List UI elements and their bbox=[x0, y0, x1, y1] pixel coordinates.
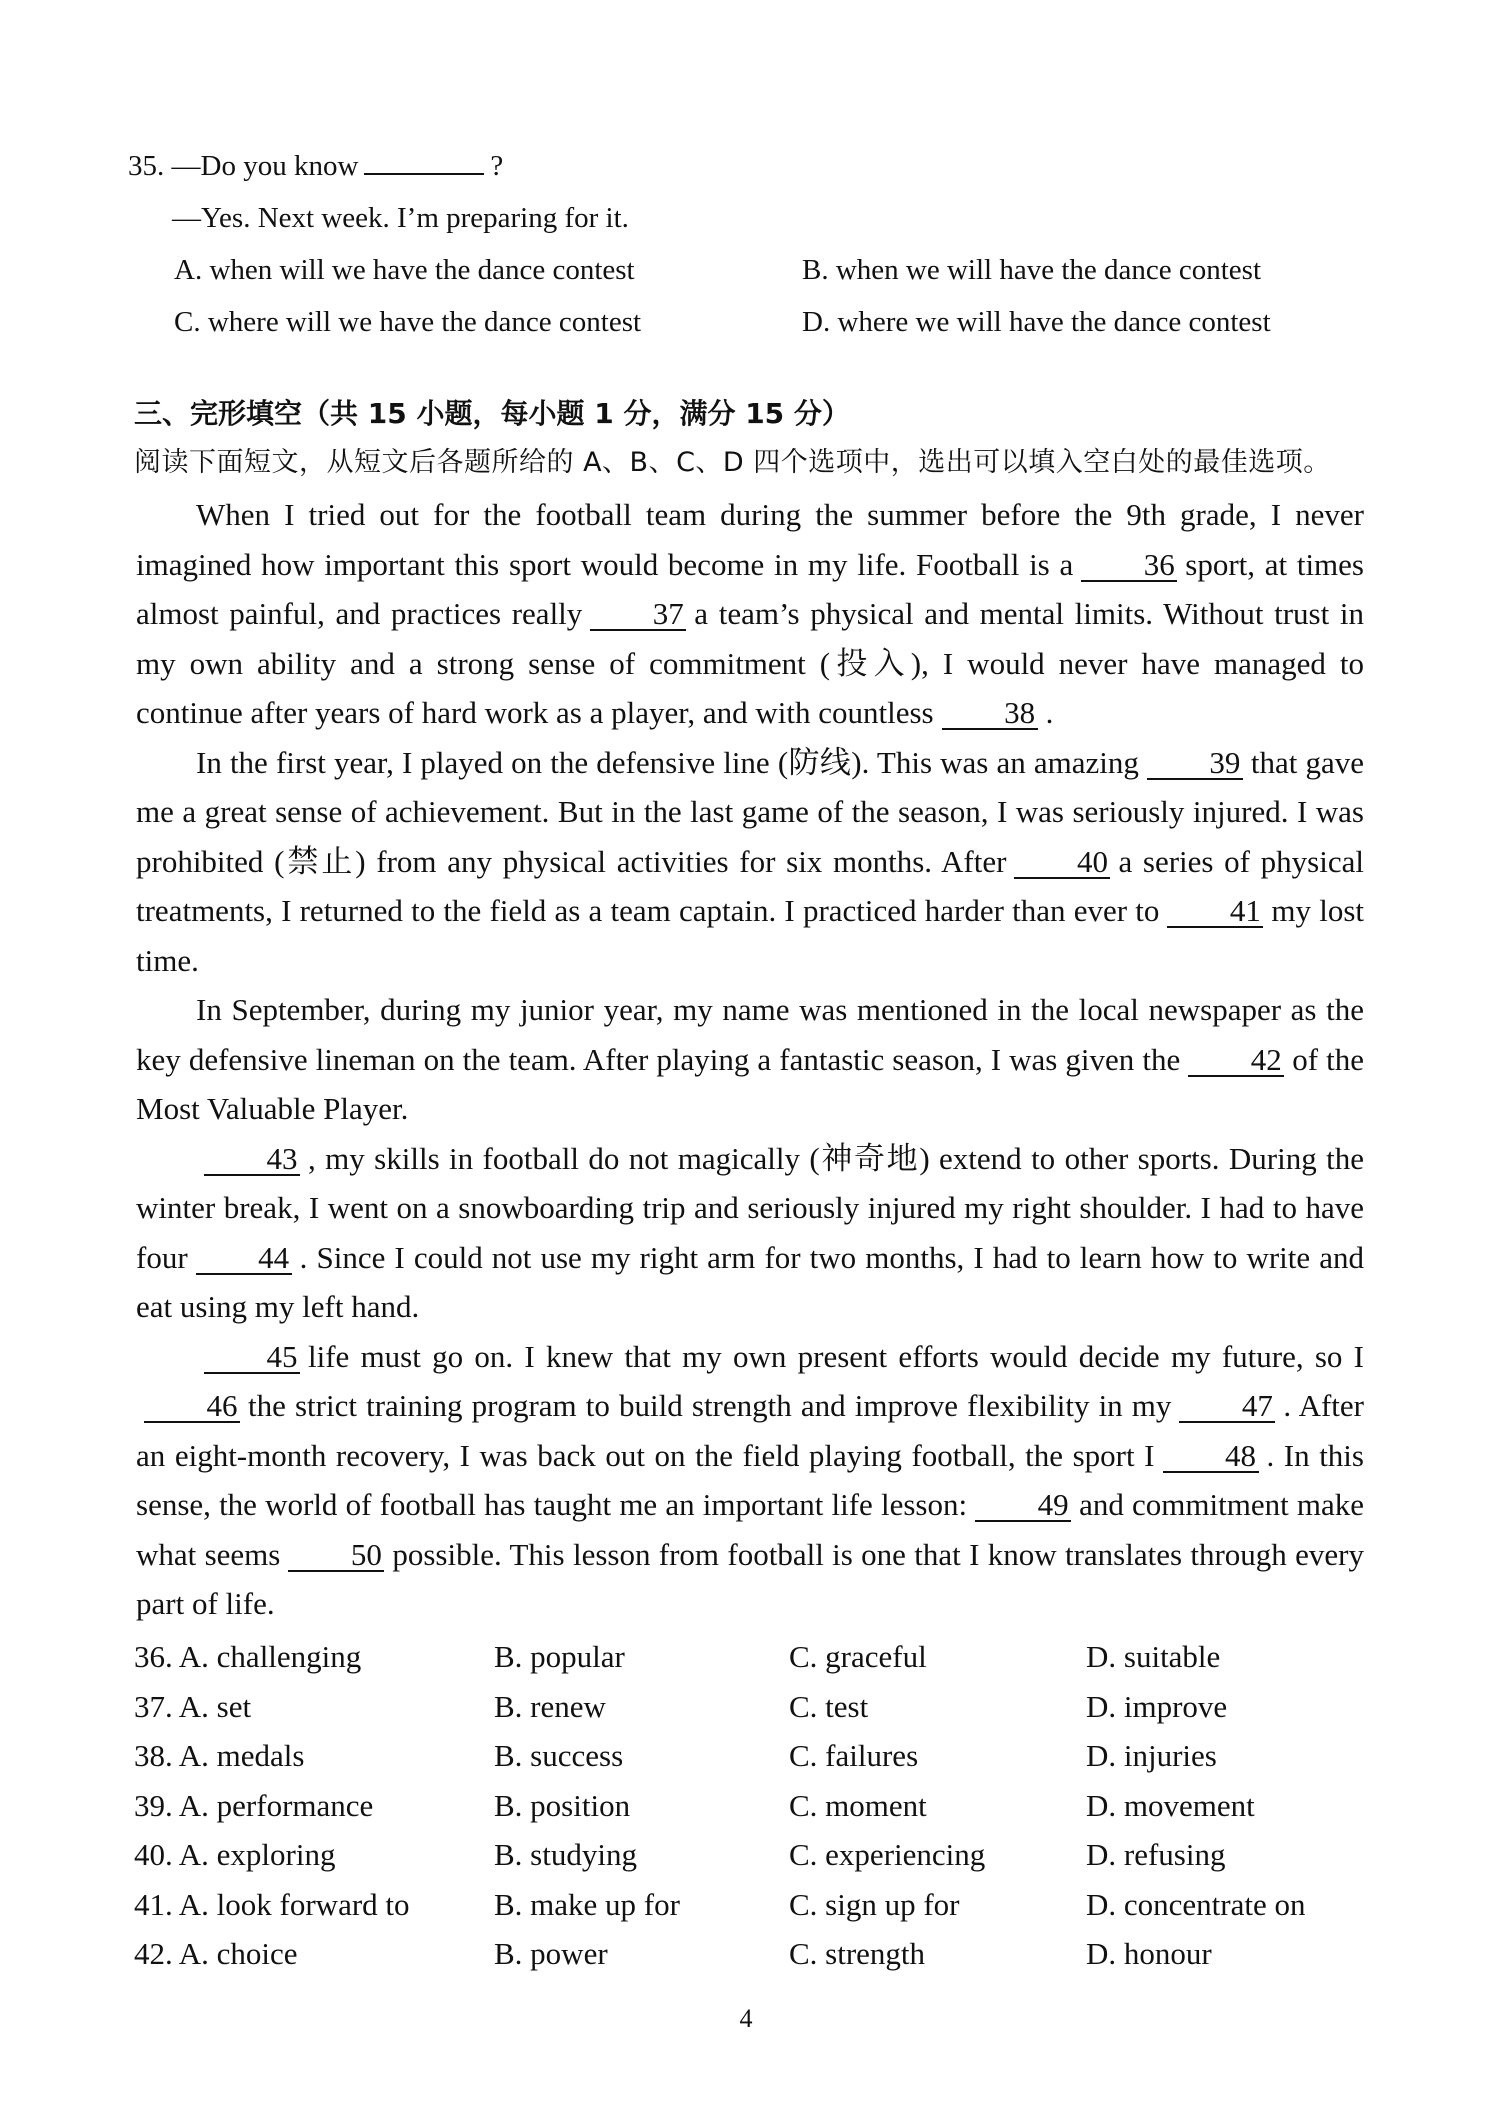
page-number: 4 bbox=[739, 2004, 753, 2033]
passage-text: and commitment make what seems bbox=[136, 1487, 1364, 1572]
passage-text: of the Most Valuable Player. bbox=[136, 1041, 1364, 1126]
choice-40-c[interactable]: C. experiencing bbox=[789, 1837, 986, 1872]
question-35 bbox=[128, 140, 1368, 348]
passage-paragraph-3 bbox=[136, 985, 1364, 1134]
blank-36[interactable]: 36 bbox=[1081, 550, 1177, 582]
passage-text: In September, during my junior year, my name was mentioned in the local newspaper as the key defensive lineman on the team. After playing a fantastic season, I was given the bbox=[136, 992, 1364, 1077]
blank-43[interactable]: 43 bbox=[204, 1144, 300, 1176]
choice-40-b[interactable]: B. studying bbox=[494, 1837, 637, 1872]
choice-38-a[interactable]: 38. A. medals bbox=[134, 1738, 305, 1773]
choice-41-a[interactable]: 41. A. look forward to bbox=[134, 1886, 410, 1922]
cloze-section-header bbox=[134, 390, 1374, 488]
blank-44[interactable]: 44 bbox=[196, 1243, 292, 1275]
passage-paragraph-2 bbox=[136, 738, 1364, 986]
choice-row-40 bbox=[134, 1830, 1374, 1880]
passage-text: my lost time. bbox=[136, 893, 1365, 978]
blank-41[interactable]: 41 bbox=[1167, 896, 1263, 928]
choice-41-d[interactable]: D. concentrate on bbox=[1086, 1886, 1306, 1922]
choice-39-a[interactable]: 39. A. performance bbox=[134, 1787, 374, 1823]
passage-paragraph-4 bbox=[136, 1134, 1364, 1332]
blank-38[interactable]: 38 bbox=[942, 698, 1038, 730]
blank-39[interactable]: 39 bbox=[1147, 748, 1243, 780]
question-35-option-b[interactable]: B. when we will have the dance contest bbox=[802, 254, 1262, 286]
passage-text: When I tried out for the football team during the summer before the 9th grade, I never imagined how important this sport would become in my life. Football is a bbox=[136, 497, 1364, 582]
blank-48[interactable]: 48 bbox=[1163, 1441, 1259, 1473]
choice-37-a[interactable]: 37. A. set bbox=[134, 1688, 252, 1724]
choice-38-b[interactable]: B. success bbox=[494, 1738, 624, 1773]
passage-text: that gave me a great sense of achievement. But in the last game of the season, I was seriously injured. I was prohibited (禁止) from any physical activities for six months. After bbox=[136, 744, 1364, 879]
blank-42[interactable]: 42 bbox=[1188, 1045, 1284, 1077]
blank-37[interactable]: 37 bbox=[590, 599, 686, 631]
blank-47[interactable]: 47 bbox=[1179, 1391, 1275, 1423]
choice-36-d[interactable]: D. suitable bbox=[1086, 1639, 1221, 1674]
choice-row-42 bbox=[134, 1929, 1374, 1979]
choice-39-b[interactable]: B. position bbox=[494, 1787, 631, 1823]
question-35-prompt bbox=[128, 140, 1368, 192]
choice-41-c[interactable]: C. sign up for bbox=[789, 1886, 960, 1922]
choice-37-d[interactable]: D. improve bbox=[1086, 1688, 1228, 1724]
passage-text: In the first year, I played on the defensive line (防线). This was an amazing bbox=[196, 744, 1139, 780]
question-35-options bbox=[128, 244, 1368, 348]
blank-50[interactable]: 50 bbox=[288, 1540, 384, 1572]
passage-text: a series of physical treatments, I returned to the field as a team captain. I practiced harder than ever to bbox=[136, 843, 1364, 928]
choice-42-d[interactable]: D. honour bbox=[1086, 1936, 1212, 1971]
choice-42-c[interactable]: C. strength bbox=[789, 1936, 926, 1971]
choice-40-a[interactable]: 40. A. exploring bbox=[134, 1837, 336, 1872]
passage-text: a team’s physical and mental limits. Without trust in my own ability and a strong sense of commitment (投入), I would never have managed to continue after years of hard work as a player, and with countless bbox=[136, 596, 1364, 730]
question-35-option-a[interactable]: A. when will we have the dance contest bbox=[174, 254, 635, 286]
passage-text: . Since I could not use my right arm for two months, I had to learn how to write and eat using my left hand. bbox=[136, 1239, 1364, 1324]
choice-36-a[interactable]: 36. A. challenging bbox=[134, 1639, 362, 1674]
choice-36-b[interactable]: B. popular bbox=[494, 1639, 625, 1674]
choice-37-b[interactable]: B. renew bbox=[494, 1688, 606, 1724]
blank-40[interactable]: 40 bbox=[1014, 847, 1110, 879]
passage-text: . After an eight-month recovery, I was back out on the field playing football, the sport I bbox=[136, 1388, 1364, 1473]
choice-row-36 bbox=[134, 1632, 1374, 1682]
section-title: 三、完形填空（共 15 小题，每小题 1 分，满分 15 分） bbox=[134, 397, 850, 430]
choice-38-c[interactable]: C. failures bbox=[789, 1738, 919, 1773]
passage-text: sport, at times almost painful, and practices really bbox=[136, 546, 1364, 631]
question-35-option-d[interactable]: D. where we will have the dance contest bbox=[802, 306, 1271, 338]
question-35-blank[interactable] bbox=[364, 151, 484, 175]
passage-paragraph-5 bbox=[136, 1332, 1364, 1629]
answer-choices bbox=[134, 1632, 1374, 1979]
choice-row-37 bbox=[134, 1682, 1374, 1732]
passage-text: possible. This lesson from football is one that I know translates through every part of life. bbox=[136, 1536, 1364, 1621]
question-35-option-c[interactable]: C. where will we have the dance contest bbox=[174, 306, 642, 338]
passage-text: . In this sense, the world of football has taught me an important life lesson: bbox=[136, 1437, 1364, 1522]
choice-39-d[interactable]: D. movement bbox=[1086, 1787, 1255, 1823]
choice-row-39 bbox=[134, 1781, 1374, 1831]
choice-37-c[interactable]: C. test bbox=[789, 1688, 869, 1724]
choice-42-b[interactable]: B. power bbox=[494, 1936, 608, 1971]
blank-46[interactable]: 46 bbox=[144, 1391, 240, 1423]
passage-paragraph-1 bbox=[136, 490, 1364, 738]
question-35-reply: —Yes. Next week. I’m preparing for it. bbox=[172, 202, 629, 234]
blank-49[interactable]: 49 bbox=[975, 1490, 1071, 1522]
choice-row-38 bbox=[134, 1731, 1374, 1781]
choice-36-c[interactable]: C. graceful bbox=[789, 1639, 927, 1674]
choice-row-41 bbox=[134, 1880, 1374, 1930]
passage-text: . bbox=[1045, 695, 1054, 730]
choice-40-d[interactable]: D. refusing bbox=[1086, 1837, 1226, 1872]
cloze-passage bbox=[136, 490, 1364, 1629]
passage-text: , my skills in football do not magically (神奇地) extend to other sports. During the winter break, I went on a snowboarding trip and seriously injured my right shoulder. I had to have four bbox=[136, 1140, 1364, 1275]
question-35-question-mark: ? bbox=[490, 150, 504, 182]
blank-45[interactable]: 45 bbox=[204, 1342, 300, 1374]
section-instruction: 阅读下面短文，从短文后各题所给的 A、B、C、D 四个选项中，选出可以填入空白处的最佳选项。 bbox=[134, 447, 1331, 478]
choice-41-b[interactable]: B. make up for bbox=[494, 1886, 680, 1922]
choice-38-d[interactable]: D. injuries bbox=[1086, 1738, 1217, 1773]
choice-39-c[interactable]: C. moment bbox=[789, 1787, 927, 1823]
passage-text: the strict training program to build strength and improve flexibility in my bbox=[248, 1388, 1172, 1423]
passage-text: life must go on. I knew that my own present efforts would decide my future, so I bbox=[308, 1338, 1364, 1374]
choice-42-a[interactable]: 42. A. choice bbox=[134, 1936, 298, 1971]
question-35-prompt-text: 35. —Do you know bbox=[128, 150, 359, 182]
